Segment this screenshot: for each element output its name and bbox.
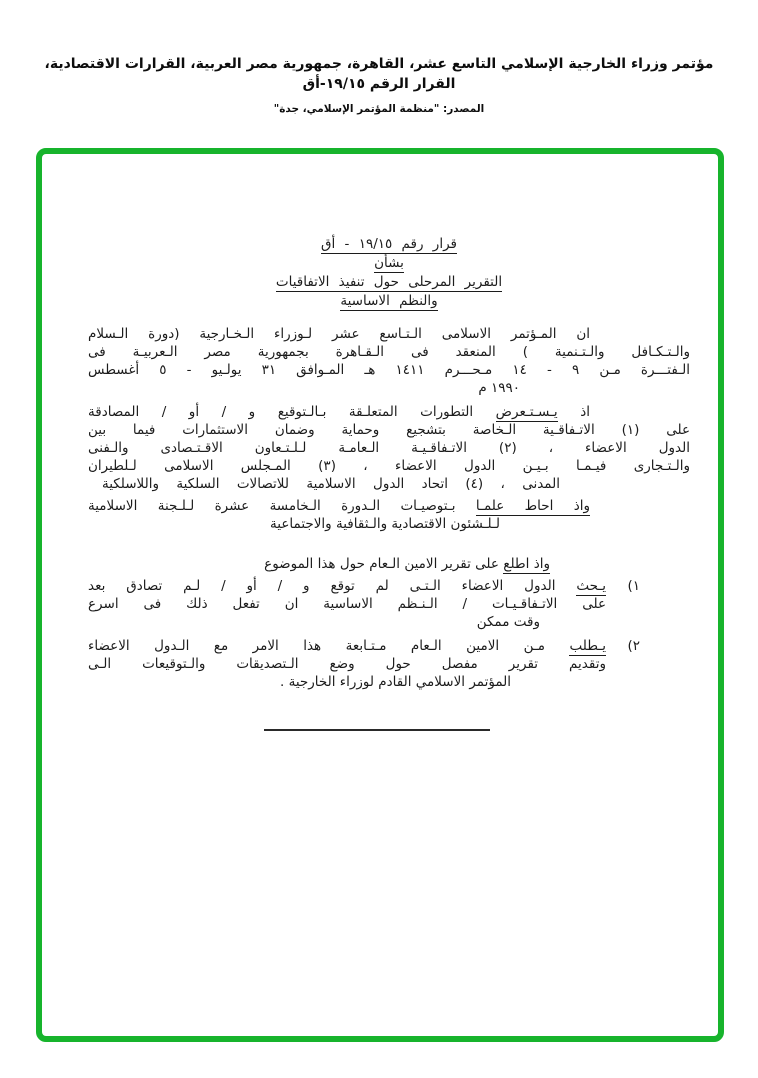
text-line: الـفتـــرة مـن ٩ - ١٤ مـحـــرم ١٤١١ هـ المـوافق ٣١ يولـيو - ٥ أغسطس (88, 362, 691, 378)
text-line: على (١) الاتـفاقـية الـخاصة بتشجيع وحماية وضمان الاستثمارات فيما بين (88, 422, 690, 438)
text-line: الدول الاعضاء ، (٢) الاتـفاقـيـة الـعامـة لـلـتـعاون الاقـتـصادى والـفنى (88, 440, 690, 456)
preamble-paragraph-1 (88, 325, 690, 397)
date-line: ١٩٩٠ م (478, 380, 520, 396)
line-rest: مـن الامين الـعام مـتـابعة هذا الامر مع الـدول الاعضاء (88, 638, 570, 654)
text-line: وتقديم تقرير مفصل حول وضع الـتصديقات والـتوقيعات الـى (88, 656, 606, 672)
resolution-title (88, 235, 690, 311)
item-text (88, 637, 606, 691)
source-citation: المصدر: "منظمة المؤتمر الإسلامي، جدة" (273, 103, 485, 115)
text-line: ان المـؤتمر الاسلامى الـتـاسع عشر لـوزراء الـخـارجية (دورة الـسلام (88, 326, 590, 342)
text-line: والـتـجارى فيـمـا بـيـن الدول الاعضاء ، (٣) المـجلس الاسلامى لـلطيران (88, 458, 690, 474)
highlight-frame (36, 148, 724, 1042)
underlined-lead: يـحث (576, 578, 606, 594)
resolution-subject-line2: والنظم الاساسية (340, 293, 438, 309)
scanned-resolution-document (88, 235, 690, 731)
underlined-lead: يـطلب (569, 638, 606, 654)
underlined-lead: واذ اطلع (503, 556, 550, 572)
text-line: والـتـكـافل والـتـنمية ) المنعقد فى الـقـاهرة بجمهورية مصر الـعربيـة فى (88, 344, 690, 360)
line-rest: بـتوصيـات الـدورة الـخامسة عشرة لـلـجنة الاسلامية (88, 498, 476, 514)
text-line: المدنى ، (٤) اتحاد الدول الاسلامية للاتصالات السلكية واللاسلكية (102, 476, 560, 492)
item-number: ٢) (627, 638, 640, 654)
operative-item-2 (88, 637, 690, 691)
preamble-paragraph-4 (88, 555, 690, 573)
resolution-subject-word: بشأن (374, 255, 404, 271)
underlined-lead: واذ احاط علمـا (475, 498, 590, 514)
line-rest: الدول الاعضاء الـتـى لم توقع و / أو / لـم تصادق بعد (88, 578, 577, 594)
preamble-paragraph-2 (88, 403, 690, 493)
item-number: ١) (627, 578, 640, 594)
text-line (88, 497, 690, 515)
lead-prefix: اذ (557, 404, 590, 420)
preamble-paragraph-3 (88, 497, 690, 533)
signature-divider (264, 729, 490, 731)
underlined-lead: يـسـتـعرض (495, 404, 558, 420)
text-line (88, 577, 606, 595)
text-line (88, 555, 690, 573)
item-text (88, 577, 606, 631)
resolution-subject-line1: التقرير المرحلى حول تنفيذ الاتفاقيات (275, 274, 503, 290)
conference-header-title: مؤتمر وزراء الخارجية الإسلامي التاسع عشر، القاهرة، جمهورية مصر العربية، القرارات الاقتصادية، القرار الرقم ١٩/١٥-أق (44, 56, 714, 92)
line-rest: على تقرير الامين الـعام حول هذا الموضوع (264, 556, 504, 572)
page-header (0, 54, 758, 115)
text-line: وقت ممكن (476, 614, 540, 630)
text-line: لـلـشئون الاقتصادية والـثقافية والاجتماعية (270, 516, 500, 532)
resolution-number-line: قرار رقم ١٩/١٥ - أق (321, 236, 457, 252)
operative-item-1 (88, 577, 690, 631)
line-rest: التطورات المتعلـقة بـالـتوقيع و / أو / المصادقة (88, 404, 496, 420)
text-line: المؤتمر الاسلامي القادم لوزراء الخارجية . (280, 674, 511, 690)
text-line (88, 637, 606, 655)
text-line: على الاتـفاقـيـات / الـنـظم الاساسية ان تفعل ذلك فى اسرع (88, 596, 606, 612)
text-line (88, 403, 690, 421)
